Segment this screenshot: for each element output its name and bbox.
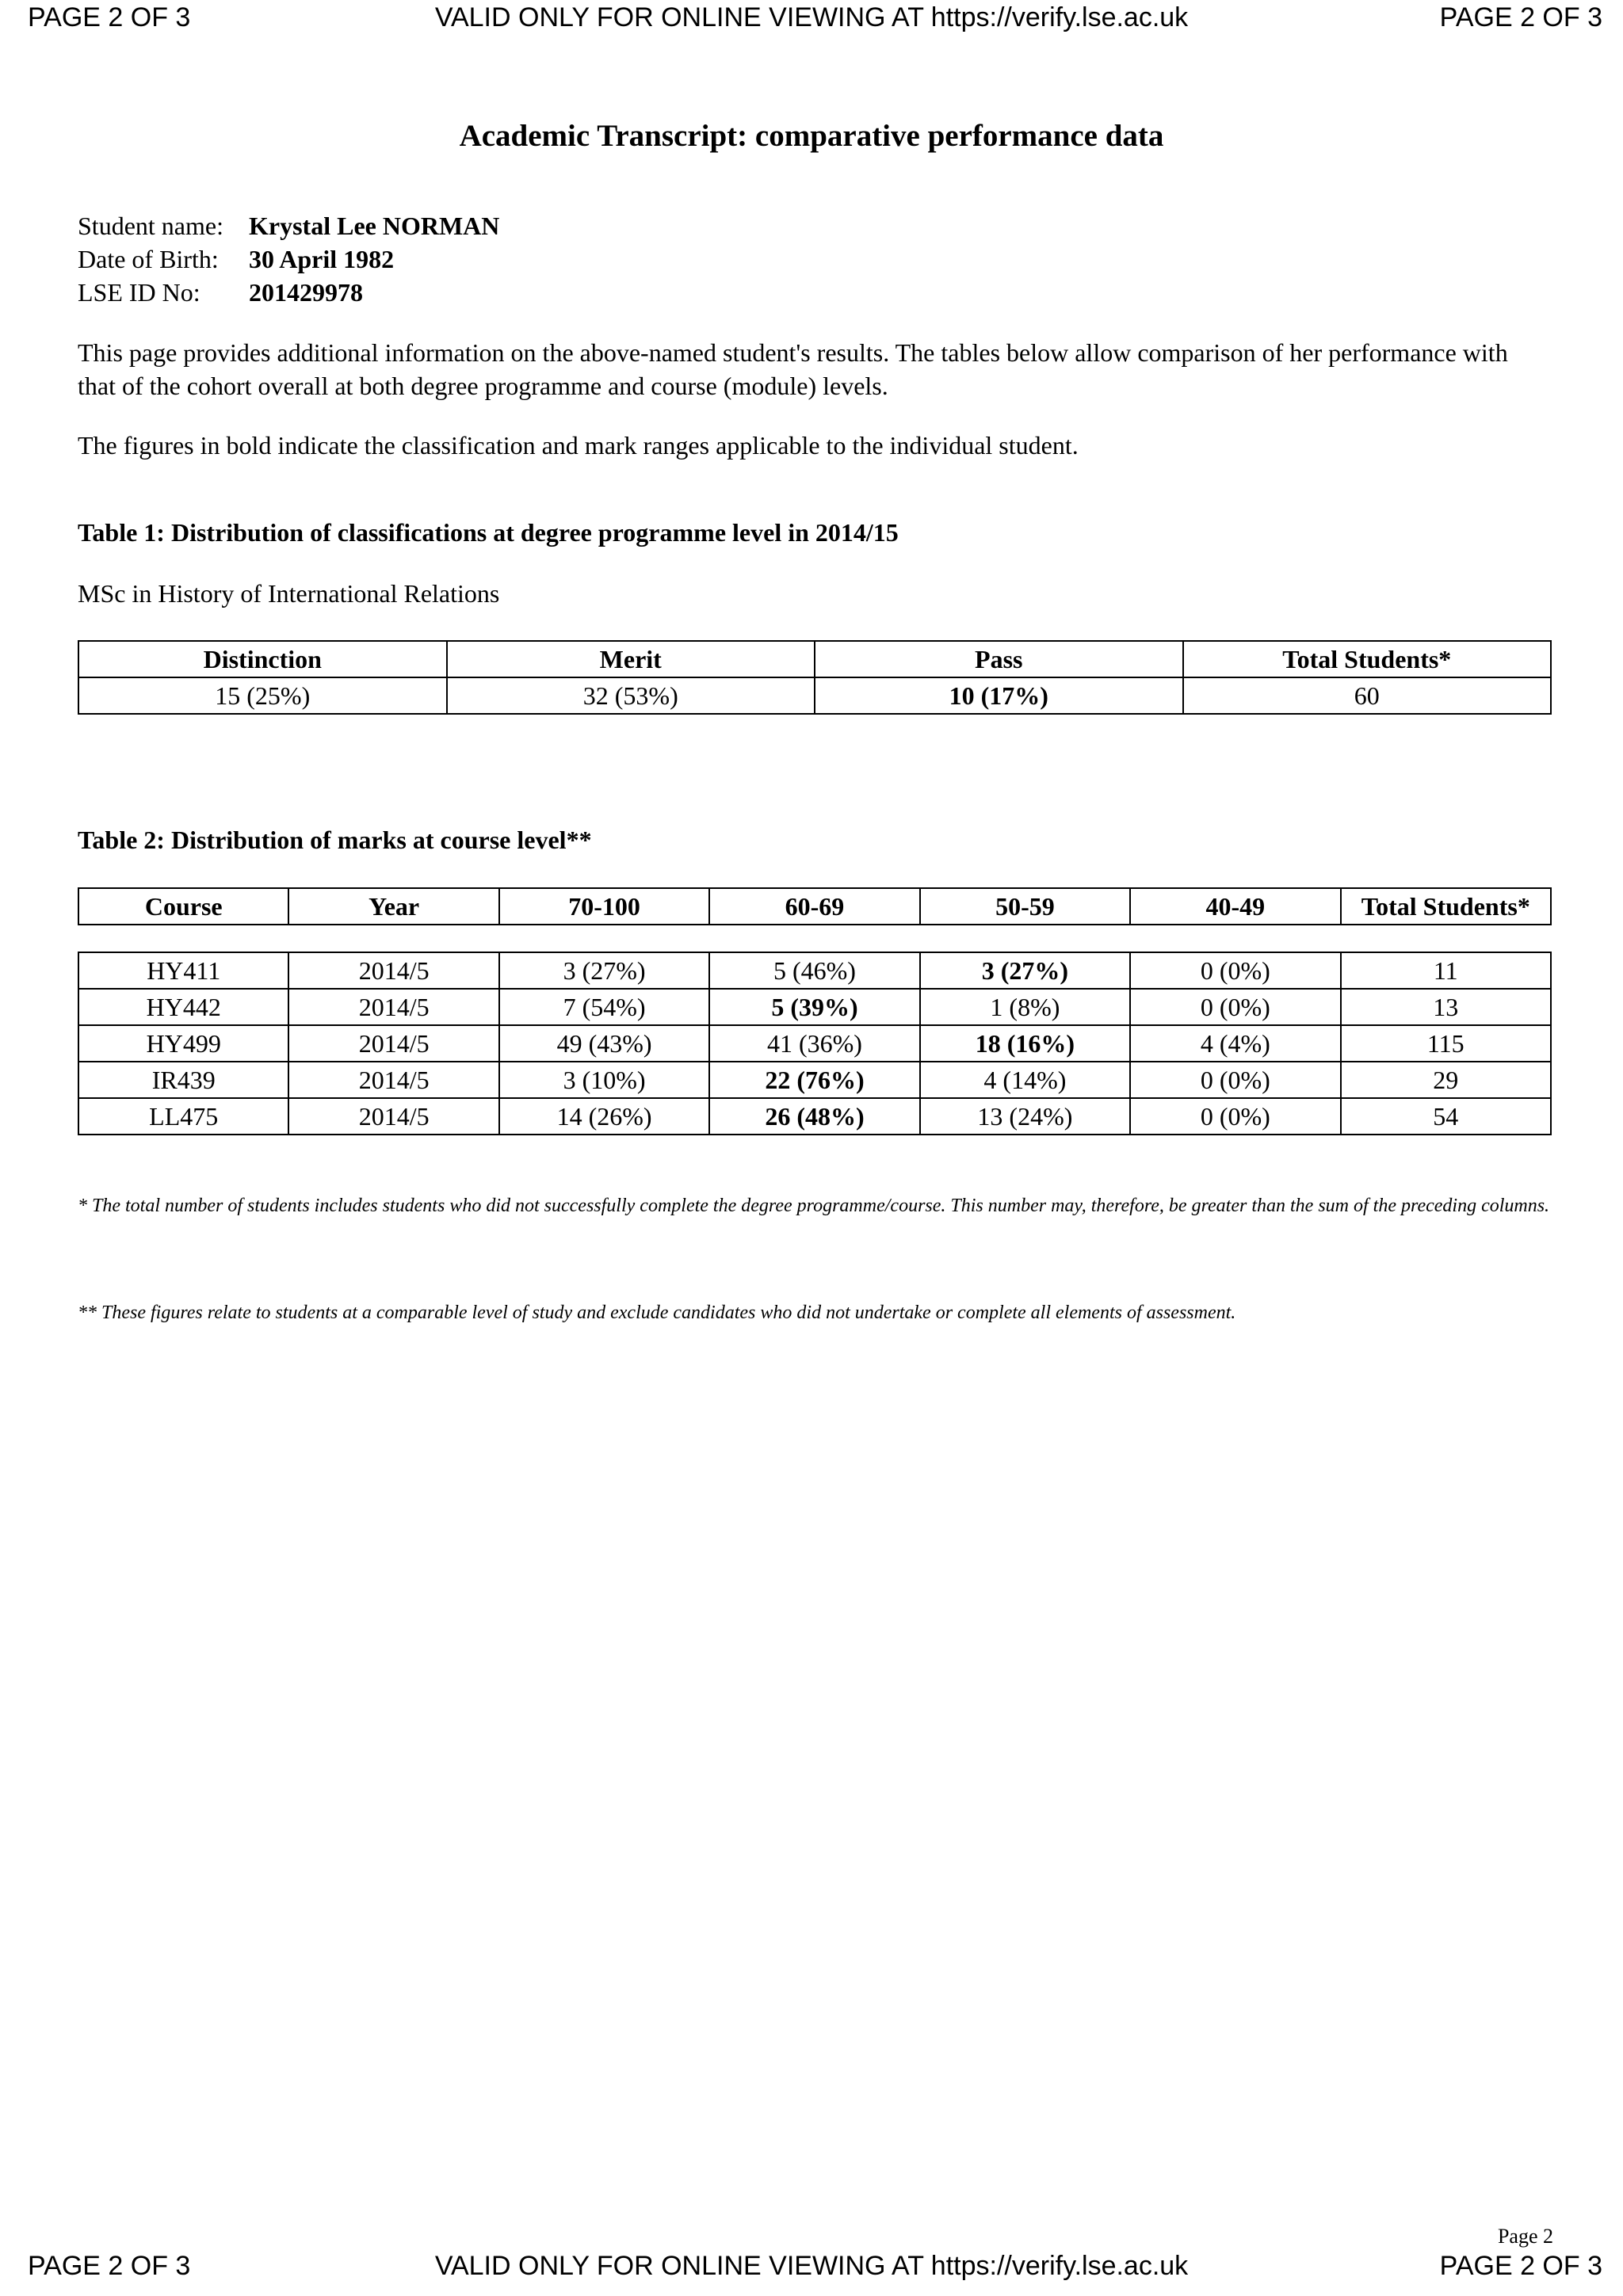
- course-year: 2014/5: [288, 989, 498, 1025]
- classification-table: [78, 640, 1552, 715]
- programme-name: MSc in History of International Relations: [78, 579, 500, 608]
- course-total-students: 54: [1341, 1098, 1551, 1135]
- dob-label: Date of Birth:: [78, 245, 219, 273]
- marks-50-59: 4 (14%): [920, 1062, 1130, 1098]
- student-info: [78, 209, 499, 309]
- header-70-100: 70-100: [499, 888, 709, 925]
- marks-70-100: 3 (10%): [499, 1062, 709, 1098]
- marks-header-row: [78, 888, 1551, 925]
- student-name: Krystal Lee NORMAN: [249, 212, 500, 240]
- cell-pass: 10 (17%): [815, 677, 1183, 714]
- header-year: Year: [288, 888, 498, 925]
- header-merit: Merit: [447, 641, 815, 677]
- top-banner-center: VALID ONLY FOR ONLINE VIEWING AT https://verify.lse.ac.uk: [434, 2, 1189, 32]
- table-row: [78, 989, 1551, 1025]
- course-total-students: 11: [1341, 952, 1551, 989]
- bottom-banner-center: VALID ONLY FOR ONLINE VIEWING AT https://verify.lse.ac.uk: [434, 2251, 1189, 2281]
- marks-60-69: 26 (48%): [709, 1098, 919, 1135]
- marks-40-49: 0 (0%): [1130, 1062, 1340, 1098]
- marks-50-59: 3 (27%): [920, 952, 1130, 989]
- header-60-69: 60-69: [709, 888, 919, 925]
- course-year: 2014/5: [288, 1062, 498, 1098]
- marks-table-header: [78, 887, 1552, 925]
- marks-60-69: 22 (76%): [709, 1062, 919, 1098]
- marks-60-69: 5 (39%): [709, 989, 919, 1025]
- marks-70-100: 3 (27%): [499, 952, 709, 989]
- header-distinction: Distinction: [78, 641, 447, 677]
- bold-note-paragraph: The figures in bold indicate the classification and mark ranges applicable to the individual student.: [78, 431, 1079, 460]
- course-code: HY411: [78, 952, 288, 989]
- marks-40-49: 4 (4%): [1130, 1025, 1340, 1062]
- marks-60-69: 5 (46%): [709, 952, 919, 989]
- marks-50-59: 18 (16%): [920, 1025, 1130, 1062]
- course-code: LL475: [78, 1098, 288, 1135]
- intro-paragraph: This page provides additional information on the above-named student's results. The tables below allow comparison of her performance with that of the cohort overall at both degree programme and course (module) levels.: [78, 338, 1508, 400]
- course-code: HY442: [78, 989, 288, 1025]
- course-code: IR439: [78, 1062, 288, 1098]
- table-row: [78, 952, 1551, 989]
- marks-70-100: 7 (54%): [499, 989, 709, 1025]
- course-total-students: 29: [1341, 1062, 1551, 1098]
- course-total-students: 115: [1341, 1025, 1551, 1062]
- bottom-banner-left: PAGE 2 OF 3: [28, 2251, 191, 2281]
- table2-heading: Table 2: Distribution of marks at course level**: [78, 826, 592, 854]
- marks-70-100: 49 (43%): [499, 1025, 709, 1062]
- classification-header-row: [78, 641, 1551, 677]
- page-number: Page 2: [1497, 2225, 1553, 2248]
- footnote-total-students: * The total number of students includes students who did not successfully complete the degree programme/course. This number may, therefore, be greater than the sum of the preceding columns.: [78, 1196, 1550, 1216]
- header-total-students: Total Students*: [1183, 641, 1552, 677]
- table-row: [78, 1025, 1551, 1062]
- course-total-students: 13: [1341, 989, 1551, 1025]
- marks-60-69: 41 (36%): [709, 1025, 919, 1062]
- classification-row: [78, 677, 1551, 714]
- header-pass: Pass: [815, 641, 1183, 677]
- lse-id-value: 201429978: [249, 278, 363, 307]
- lse-id-row: [78, 276, 499, 309]
- top-banner-left: PAGE 2 OF 3: [28, 2, 191, 32]
- table-row: [78, 1062, 1551, 1098]
- header-course: Course: [78, 888, 288, 925]
- cell-distinction: 15 (25%): [78, 677, 447, 714]
- course-year: 2014/5: [288, 1025, 498, 1062]
- lse-id-label: LSE ID No:: [78, 278, 200, 307]
- marks-40-49: 0 (0%): [1130, 952, 1340, 989]
- table1-heading: Table 1: Distribution of classifications at degree programme level in 2014/15: [78, 518, 899, 547]
- page-title: Academic Transcript: comparative performance data: [459, 119, 1164, 153]
- marks-40-49: 0 (0%): [1130, 1098, 1340, 1135]
- table-row: [78, 1098, 1551, 1135]
- header-50-59: 50-59: [920, 888, 1130, 925]
- header-total-students: Total Students*: [1341, 888, 1551, 925]
- marks-50-59: 1 (8%): [920, 989, 1130, 1025]
- dob-row: [78, 242, 499, 276]
- top-banner-right: PAGE 2 OF 3: [1439, 2, 1602, 32]
- footnote-comparable-level: ** These figures relate to students at a comparable level of study and exclude candidates who did not undertake or complete all elements of assessment.: [78, 1302, 1236, 1323]
- student-name-row: [78, 209, 499, 242]
- student-name-label: Student name:: [78, 212, 223, 240]
- dob-value: 30 April 1982: [249, 245, 395, 273]
- bottom-banner-right: PAGE 2 OF 3: [1439, 2251, 1602, 2281]
- marks-table: [78, 952, 1552, 1135]
- marks-50-59: 13 (24%): [920, 1098, 1130, 1135]
- course-code: HY499: [78, 1025, 288, 1062]
- cell-merit: 32 (53%): [447, 677, 815, 714]
- course-year: 2014/5: [288, 1098, 498, 1135]
- course-year: 2014/5: [288, 952, 498, 989]
- marks-40-49: 0 (0%): [1130, 989, 1340, 1025]
- header-40-49: 40-49: [1130, 888, 1340, 925]
- marks-70-100: 14 (26%): [499, 1098, 709, 1135]
- cell-total-students: 60: [1183, 677, 1552, 714]
